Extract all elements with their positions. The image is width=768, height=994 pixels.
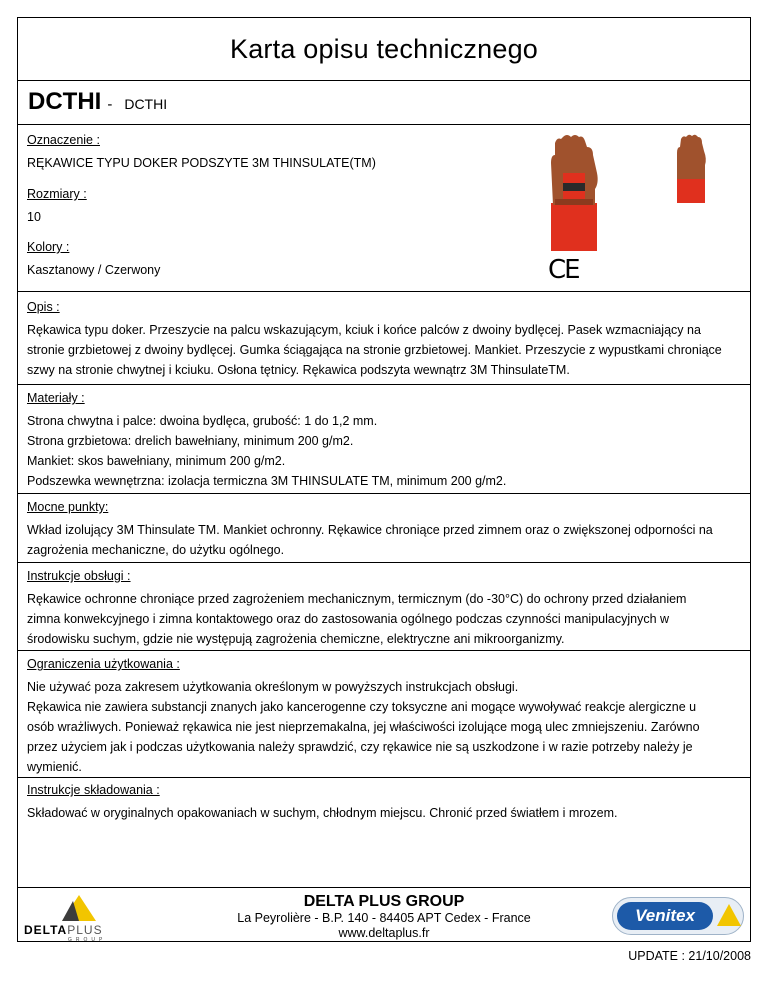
designation-label: Oznaczenie :	[27, 133, 100, 147]
section-designation	[27, 132, 745, 173]
colors-value: Kasztanowy / Czerwony	[27, 263, 161, 277]
sizes-value: 10	[27, 210, 41, 224]
product-subcode: DCTHI	[124, 96, 168, 112]
instructions-text	[27, 589, 745, 649]
company-name: DELTA PLUS GROUP	[303, 893, 465, 910]
limitations-text	[27, 677, 745, 777]
deltaplus-word-delta: DELTA	[24, 923, 68, 937]
section-description	[27, 299, 745, 380]
section-limitations	[27, 656, 745, 777]
divider	[18, 384, 750, 385]
strengths-line: zagrożenia mechaniczne, do użytku ogólnego.	[27, 543, 285, 557]
address-line: La Peyrolière - B.P. 140 - 84405 APT Cedex - France	[237, 911, 531, 925]
divider	[18, 493, 750, 494]
materials-line: Podszewka wewnętrzna: izolacja termiczna 3M THINSULATE TM, minimum 200 g/m2.	[27, 474, 507, 488]
description-line: stronie grzbietowej z dwoiny bydlęcej. Gumka ściągająca na stronie grzbietowej. Mankiet. Przeszycie z wypustkami chroniące	[27, 343, 722, 357]
section-storage	[27, 782, 745, 823]
deltaplus-group-text: GROUP	[68, 937, 107, 943]
limitations-label: Ograniczenia użytkowania :	[27, 657, 180, 671]
section-strengths	[27, 499, 745, 560]
divider	[18, 650, 750, 651]
description-line: Rękawica typu doker. Przeszycie na palcu wskazującym, kciuk i końce palców z dwoiny bydlęcej. Pasek wzmacniający na	[27, 323, 701, 337]
deltaplus-word-plus: PLUS	[67, 923, 103, 937]
title-row	[18, 18, 750, 81]
limitations-line: wymienić.	[27, 760, 82, 774]
instructions-line: zimna konwekcyjnego i zimna kontaktowego oraz do zastosowania ogólnego podczas czynności manipulacyjnych w	[27, 612, 670, 626]
materials-line: Strona grzbietowa: drelich bawełniany, minimum 200 g/m2.	[27, 434, 354, 448]
website-link[interactable]: www.deltaplus.fr	[338, 926, 430, 940]
storage-line: Składować w oryginalnych opakowaniach w suchym, chłodnym miejscu. Chronić przed światłem i mrozem.	[27, 806, 618, 820]
materials-text	[27, 411, 745, 491]
instructions-line: Rękawice ochronne chroniące przed zagrożeniem mechanicznym, termicznym (do -30°C) do ochrony przed działaniem	[27, 592, 687, 606]
divider	[18, 562, 750, 563]
footer-divider	[18, 887, 750, 888]
sizes-label: Rozmiary :	[27, 187, 87, 201]
section-sizes	[27, 186, 745, 227]
colors-label: Kolory :	[27, 240, 70, 254]
strengths-line: Wkład izolujący 3M Thinsulate TM. Mankiet ochronny. Rękawice chroniące przed zimnem oraz o zwiększonej odporności na	[27, 523, 713, 537]
strengths-text	[27, 520, 745, 560]
venitex-triangle-icon	[717, 904, 741, 926]
storage-label: Instrukcje składowania :	[27, 783, 160, 797]
deltaplus-logo	[24, 895, 144, 943]
description-line: szwy na stronie chwytnej i kciuku. Osłona tętnicy. Rękawica podszyta wewnątrz 3M ThinsulateTM.	[27, 363, 570, 377]
header-divider	[18, 124, 750, 125]
materials-line: Strona chwytna i palce: dwoina bydlęca, grubość: 1 do 1,2 mm.	[27, 414, 378, 428]
technical-sheet	[17, 17, 751, 942]
storage-text	[27, 803, 745, 823]
materials-label: Materiały :	[27, 391, 85, 405]
limitations-line: Rękawica nie zawiera substancji znanych jako kancerogenne czy toksyczne ani mogące wywoływać reakcje alergiczne u	[27, 700, 697, 714]
designation-value: RĘKAWICE TYPU DOKER PODSZYTE 3M THINSULATE(TM)	[27, 156, 376, 170]
deltaplus-triangle-shadow-icon	[62, 901, 79, 921]
materials-line: Mankiet: skos bawełniany, minimum 200 g/m2.	[27, 454, 286, 468]
strengths-label: Mocne punkty:	[27, 500, 109, 514]
venitex-logo	[612, 897, 744, 935]
description-text	[27, 320, 745, 380]
divider	[18, 777, 750, 778]
product-code: DCTHI	[28, 88, 102, 115]
section-colors	[27, 239, 745, 280]
limitations-line: przez użyciem jak i podczas użytkowania należy sprawdzić, czy rękawice nie są uszkodzone i w razie potrzeby należy je	[27, 740, 693, 754]
ce-mark: CE	[548, 255, 579, 285]
product-dash: -	[107, 96, 113, 113]
instructions-label: Instrukcje obsługi :	[27, 569, 131, 583]
page-title: Karta opisu technicznego	[230, 33, 538, 64]
section-instructions	[27, 568, 745, 649]
instructions-line: środowisku suchym, gdzie nie występują zagrożenia chemiczne, elektryczne ani mikroorganizmy.	[27, 632, 565, 646]
description-label: Opis :	[27, 300, 60, 314]
update-date: UPDATE : 21/10/2008	[628, 949, 751, 963]
venitex-wordmark: Venitex	[617, 902, 713, 930]
deltaplus-wordmark	[24, 923, 103, 937]
product-header	[28, 88, 167, 116]
limitations-line: osób wrażliwych. Ponieważ rękawica nie jest nieprzemakalna, jej właściwości izolujące mogą ulec zmniejszeniu. Zarówno	[27, 720, 700, 734]
divider	[18, 291, 750, 292]
limitations-line: Nie używać poza zakresem użytkowania określonym w powyższych instrukcjach obsługi.	[27, 680, 519, 694]
section-materials	[27, 390, 745, 491]
